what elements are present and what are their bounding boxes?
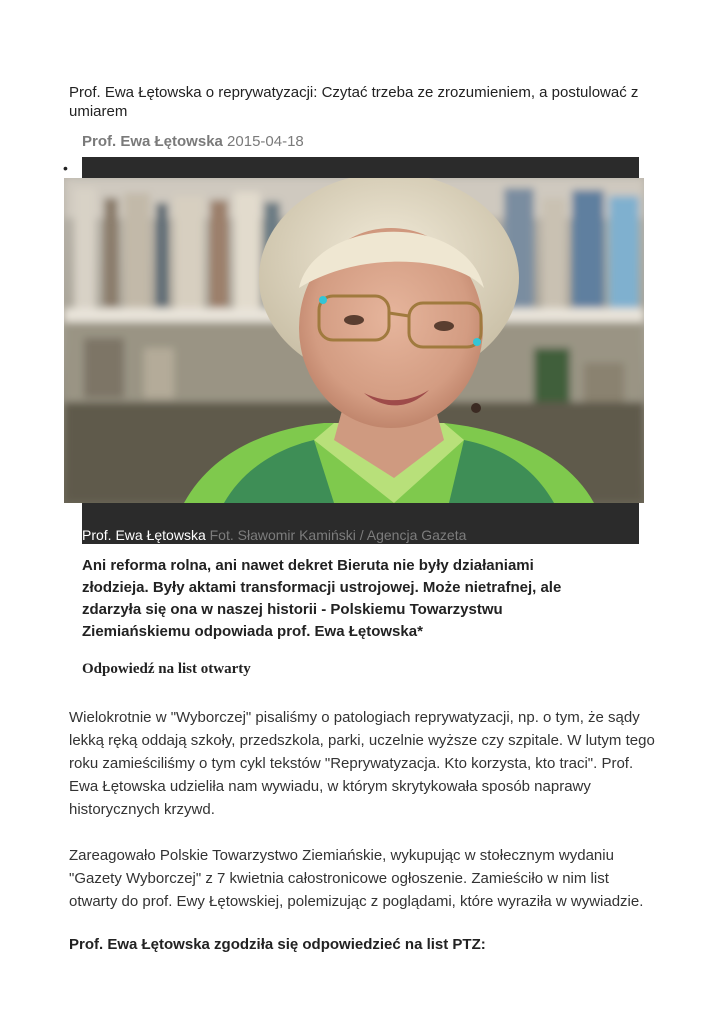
portrait-photo: [64, 178, 644, 503]
subheading: Odpowiedź na list otwarty: [82, 661, 251, 677]
author-name[interactable]: Prof. Ewa Łętowska: [82, 133, 223, 150]
article-lead: Ani reforma rolna, ani nawet dekret Bieruta nie były działaniami złodzieja. Były aktami transformacji ustrojowej. Może nietrafnej, ale zdarzyła się ona w naszej historii - Polskiemu Towarzystwu Ziemiańskiemu odpowiada prof. Ewa Łętowska*: [82, 557, 562, 640]
article-byline: [82, 132, 304, 152]
list-bullet: •: [63, 160, 68, 176]
paragraph: Zareagowało Polskie Towarzystwo Ziemiańskie, wykupując w stołecznym wydaniu "Gazety Wyborczej" z 7 kwietnia całostronicowe ogłoszenie. Zamieściło w nim list otwarty do prof. Ewy Łętowskiej, polemizując z poglądami, które wyraziła w wywiadzie.: [69, 847, 644, 910]
article-title: Prof. Ewa Łętowska o reprywatyzacji: Czytać trzeba ze zrozumieniem, a postulować z umiarem: [69, 84, 639, 120]
caption-name: Prof. Ewa Łętowska: [82, 527, 206, 543]
caption-credit: Fot. Sławomir Kamiński / Agencja Gazeta: [209, 527, 467, 543]
photo-caption: [82, 526, 466, 544]
publish-date: 2015-04-18: [227, 133, 304, 150]
closing-line: Prof. Ewa Łętowska zgodziła się odpowiedzieć na list PTZ:: [69, 936, 486, 953]
paragraph: Wielokrotnie w "Wyborczej" pisaliśmy o patologiach reprywatyzacji, np. o tym, że sądy lekką ręką oddają szkoły, przedszkola, parki, uczelnie wyższe czy szpitale. W lutym tego roku zamieściliśmy o tym cykl tekstów "Reprywatyzacja. Kto korzysta, kto traci". Prof. Ewa Łętowska udzieliła nam wywiadu, w którym skrytykowała sposób naprawy historycznych krzywd.: [69, 709, 655, 818]
